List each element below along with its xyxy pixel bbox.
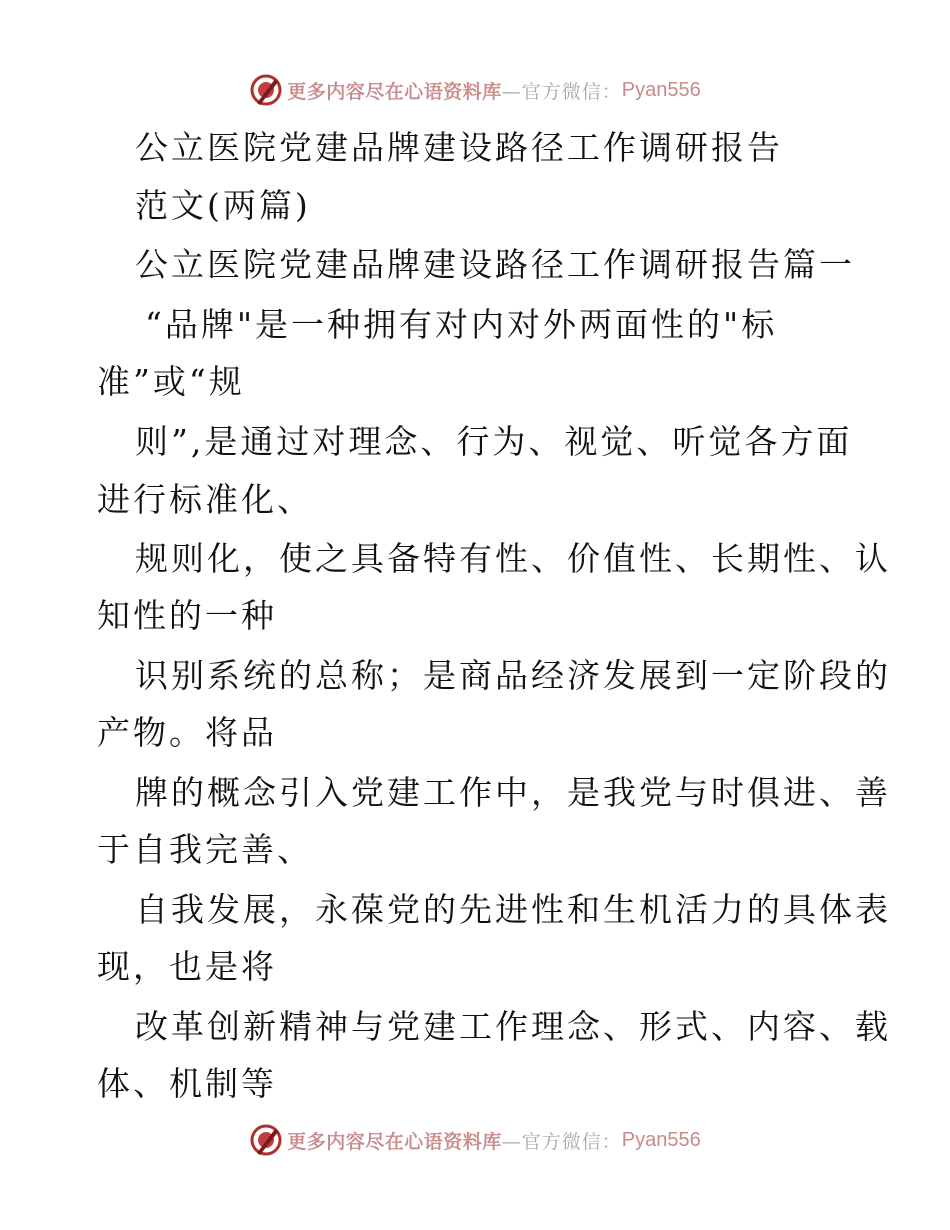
pen-circle-logo-icon: [249, 73, 283, 107]
watermark-banner-bottom: [0, 1120, 950, 1160]
body-line: 产物。将品: [97, 713, 277, 752]
watermark-id-text: Pyan556: [621, 78, 701, 101]
document-title-line-2: 范文(两篇): [135, 186, 311, 225]
watermark-sub-text: —官方微信：: [501, 1130, 622, 1153]
watermark-sub-text: —官方微信：: [501, 80, 622, 103]
document-title-line-1: 公立医院党建品牌建设路径工作调研报告: [135, 128, 783, 167]
body-line: 知性的一种: [97, 596, 277, 635]
body-line: 规则化，使之具备特有性、价值性、长期性、认: [135, 539, 891, 578]
pen-circle-logo-icon: [249, 1123, 283, 1157]
watermark-main-text: 更多内容尽在心语资料库: [287, 80, 502, 103]
body-line: 现，也是将: [97, 947, 277, 986]
watermark-id-text: Pyan556: [621, 1128, 701, 1151]
body-line: 则”,是通过对理念、行为、视觉、听觉各方面: [135, 422, 853, 461]
body-line: 准”或“规: [97, 362, 245, 401]
section-title: 公立医院党建品牌建设路径工作调研报告篇一: [135, 245, 855, 284]
body-line: 识别系统的总称；是商品经济发展到一定阶段的: [135, 656, 891, 695]
body-line: 进行标准化、: [97, 480, 313, 519]
body-line: 于自我完善、: [97, 830, 313, 869]
body-line: 改革创新精神与党建工作理念、形式、内容、载: [135, 1007, 891, 1046]
watermark-main-text: 更多内容尽在心语资料库: [287, 1130, 502, 1153]
watermark-banner-top: [0, 70, 950, 110]
body-line: 牌的概念引入党建工作中，是我党与时俱进、善: [135, 773, 891, 812]
body-line: 体、机制等: [97, 1064, 277, 1103]
body-line: 自我发展，永葆党的先进性和生机活力的具体表: [135, 890, 891, 929]
body-line: “品牌"是一种拥有对内对外两面性的"标: [145, 305, 778, 344]
